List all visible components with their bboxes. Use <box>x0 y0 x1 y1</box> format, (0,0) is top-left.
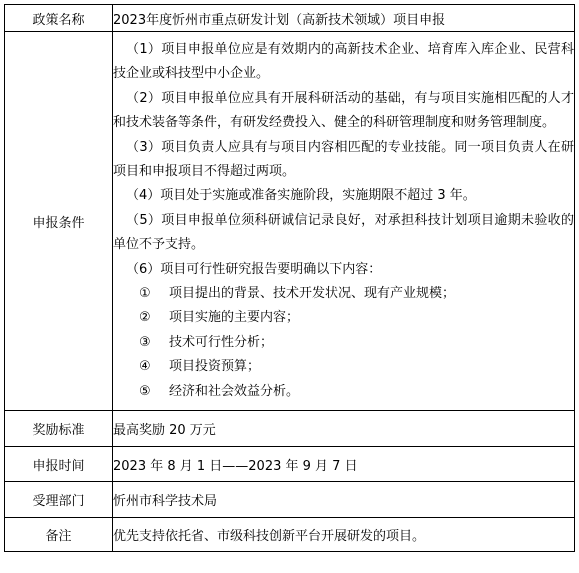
condition-item: （3）项目负责人应具有与项目内容相匹配的专业技能。同一项目负责人在研项目和申报项目不得超过两项。 <box>113 139 574 180</box>
application-time-value: 2023 年 8 月 1 日——2023 年 9 月 7 日 <box>113 447 575 482</box>
application-time-label: 申报时间 <box>5 447 113 482</box>
condition-item: （1）项目申报单位应是有效期内的高新技术企业、培育库入库企业、民营科技企业或科技型中小企业。 <box>113 42 574 82</box>
department-row <box>5 482 575 518</box>
condition-item: （6）项目可行性研究报告要明确以下内容： <box>126 261 382 277</box>
condition-item: （5）项目申报单位须科研诚信记录良好，对承担科技计划项目逾期未验收的单位不予支持。 <box>113 212 574 253</box>
policy-name-row <box>5 5 575 32</box>
department-label: 受理部门 <box>5 482 113 518</box>
conditions-list <box>113 38 574 404</box>
condition-item: （2）项目申报单位应具有开展科研活动的基础，有与项目实施相匹配的人才和技术装备等条件，有研发经费投入、健全的科研管理制度和财务管理制度。 <box>113 90 574 131</box>
policy-table <box>4 4 575 552</box>
conditions-label: 申报条件 <box>5 32 113 411</box>
feasibility-sub-item <box>113 380 574 404</box>
remarks-value: 优先支持依托省、市级科技创新平台开展研发的项目。 <box>113 518 575 552</box>
application-time-row <box>5 447 575 482</box>
sub-item-text: 项目提出的背景、技术开发状况、现有产业规模； <box>169 286 456 302</box>
award-value: 最高奖励 20 万元 <box>113 411 575 447</box>
sub-item-number: ③ <box>139 334 151 350</box>
sub-item-number: ① <box>139 286 151 302</box>
award-row <box>5 411 575 447</box>
feasibility-sub-item <box>113 331 574 355</box>
award-label: 奖励标准 <box>5 411 113 447</box>
sub-item-text: 项目投资预算； <box>169 359 261 375</box>
remarks-row <box>5 518 575 552</box>
conditions-value <box>113 32 575 411</box>
feasibility-sub-item <box>113 306 574 330</box>
feasibility-sub-item <box>113 282 574 306</box>
feasibility-sub-item <box>113 355 574 379</box>
sub-item-number: ⑤ <box>139 383 151 399</box>
remarks-label: 备注 <box>5 518 113 552</box>
sub-item-text: 经济和社会效益分析。 <box>169 383 300 399</box>
policy-name-label: 政策名称 <box>5 5 113 32</box>
condition-item: （4）项目处于实施或准备实施阶段，实施期限不超过 3 年。 <box>126 188 476 204</box>
policy-name-value: 2023年度忻州市重点研发计划（高新技术领域）项目申报 <box>113 5 575 32</box>
department-value: 忻州市科学技术局 <box>113 482 575 518</box>
conditions-row <box>5 32 575 411</box>
sub-item-text: 项目实施的主要内容； <box>169 310 300 326</box>
sub-item-text: 技术可行性分析； <box>169 334 274 350</box>
sub-item-number: ② <box>139 310 151 326</box>
sub-item-number: ④ <box>139 359 151 375</box>
